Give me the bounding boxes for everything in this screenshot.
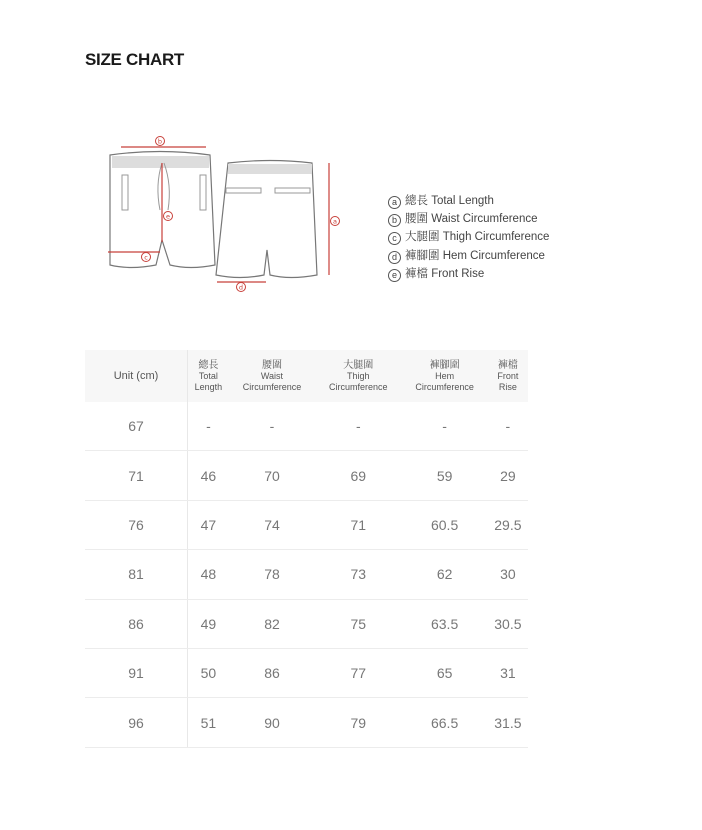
size-cell: 76 [85, 500, 188, 549]
measurement-cell: 77 [315, 648, 401, 697]
size-cell: 67 [85, 402, 188, 451]
measurement-cell: 47 [188, 500, 229, 549]
column-header-en2: Circumference [242, 381, 302, 392]
measurement-cell: 65 [401, 648, 487, 697]
column-header-en1: Total [198, 370, 218, 381]
measurement-cell: 86 [229, 648, 315, 697]
measurement-cell: 82 [229, 599, 315, 648]
measurement-cell: - [188, 402, 229, 451]
legend-item: a 總長 Total Length [388, 192, 549, 210]
measurement-cell: 62 [401, 550, 487, 599]
measurement-cell: 51 [188, 698, 229, 747]
marker-b: b [157, 137, 163, 146]
measurement-cell: - [315, 402, 401, 451]
page-title: SIZE CHART [85, 50, 185, 69]
measurement-cell: 74 [229, 500, 315, 549]
table-row [85, 550, 528, 599]
measurement-cell: 48 [188, 550, 229, 599]
measurement-cell: 30 [488, 550, 528, 599]
table-row [85, 698, 528, 747]
measurement-cell: 46 [188, 451, 229, 500]
measurement-cell: - [401, 402, 487, 451]
back-shorts [216, 161, 317, 278]
column-header-en1: Front [497, 370, 519, 381]
legend-item: d 褲腳圍 Hem Circumference [388, 247, 549, 265]
measurement-cell: 90 [229, 698, 315, 747]
measurement-cell: 70 [229, 451, 315, 500]
column-header [488, 350, 528, 402]
size-cell: 86 [85, 599, 188, 648]
measurement-cell: 75 [315, 599, 401, 648]
measurement-cell: 30.5 [488, 599, 528, 648]
measurement-cell: 31.5 [488, 698, 528, 747]
size-cell: 96 [85, 698, 188, 747]
marker-d: d [238, 283, 244, 292]
marker-c: c [144, 253, 148, 262]
size-cell: 91 [85, 648, 188, 697]
column-header-zh: 腰圍 [261, 359, 282, 371]
measurement-cell: 29.5 [488, 500, 528, 549]
column-header [229, 350, 315, 402]
column-header-zh: 大腿圍 [343, 359, 374, 371]
measurement-cell: 73 [315, 550, 401, 599]
marker-e: e [166, 212, 170, 221]
measurement-cell: 31 [488, 648, 528, 697]
table-row [85, 648, 528, 697]
measurement-legend [388, 192, 549, 283]
unit-header: Unit (cm) [85, 350, 188, 402]
column-header [315, 350, 401, 402]
table-row [85, 599, 528, 648]
table-row [85, 402, 528, 451]
measurement-cell: 49 [188, 599, 229, 648]
column-header-en2: Circumference [329, 381, 388, 392]
column-header [401, 350, 487, 402]
table-row [85, 451, 528, 500]
measurement-cell: - [229, 402, 315, 451]
measurement-cell: 66.5 [401, 698, 487, 747]
marker-a: a [333, 217, 337, 226]
measurement-cell: 60.5 [401, 500, 487, 549]
column-header-en1: Waist [260, 370, 284, 381]
size-cell: 71 [85, 451, 188, 500]
table-header-row [85, 350, 528, 402]
measurement-cell: 63.5 [401, 599, 487, 648]
legend-item: c 大腿圍 Thigh Circumference [388, 228, 549, 246]
shorts-diagram [100, 130, 360, 300]
column-header-zh: 褲檔 [497, 359, 518, 371]
legend-item: b 腰圍 Waist Circumference [388, 210, 549, 228]
measurement-cell: 79 [315, 698, 401, 747]
column-header-en2: Length [194, 381, 223, 392]
measurement-cell: - [488, 402, 528, 451]
column-header-en2: Rise [498, 381, 517, 392]
column-header-zh: 褲腳圍 [429, 359, 460, 371]
measurement-cell: 29 [488, 451, 528, 500]
column-header-zh: 總長 [198, 359, 219, 371]
column-header-en2: Circumference [415, 381, 474, 392]
column-header [188, 350, 229, 402]
size-cell: 81 [85, 550, 188, 599]
measurement-cell: 59 [401, 451, 487, 500]
measurement-cell: 71 [315, 500, 401, 549]
size-table [85, 350, 528, 748]
measurement-cell: 50 [188, 648, 229, 697]
measurement-cell: 78 [229, 550, 315, 599]
column-header-en1: Thigh [347, 370, 370, 381]
legend-item: e 褲檔 Front Rise [388, 265, 549, 283]
table-row [85, 500, 528, 549]
column-header-en1: Hem [435, 370, 455, 381]
measurement-cell: 69 [315, 451, 401, 500]
